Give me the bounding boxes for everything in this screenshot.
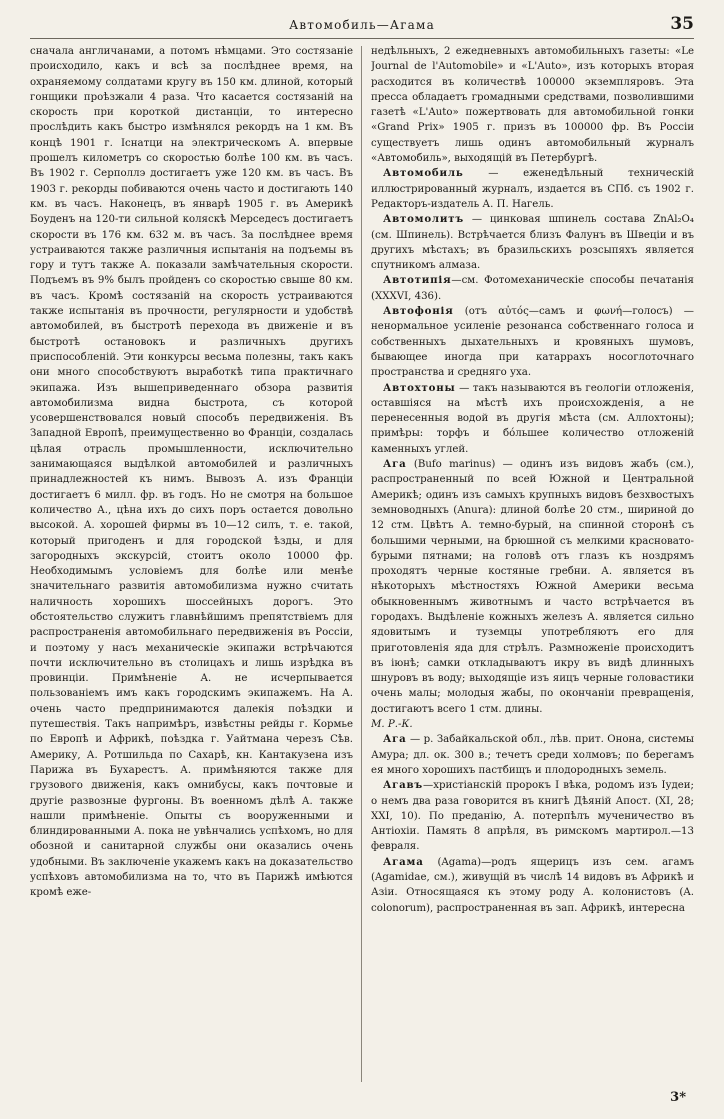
author-signature-row bbox=[371, 717, 694, 732]
headword: Автохтоны bbox=[383, 381, 456, 394]
entry-aga-toad bbox=[371, 457, 694, 717]
article-automobile-continuation-2: недѣльныхъ, 2 ежедневныхъ автомобильныхъ газеты: «Le Journal de l'Automobile» и «L'Auto», изъ которыхъ вторая расходится въ количествѣ 100000 экземпляровъ. Эта пресса обладаетъ громадными средствами, позволившими газетѣ «L'Auto» пожертвовать для автомобильной гонки «Grand Prix» 1905 г. призъ въ 100000 фр. Въ Россіи существуетъ лишь одинъ автомобильный журналъ «Автомобиль», выходящій въ Петербургѣ. bbox=[371, 46, 694, 165]
entry-body: — цинковая шпинель состава ZnAl₂O₄ (см. Шпинель). Встрѣчается близъ Фалунъ въ Швеціи и въ другихъ мѣстахъ; въ бразильскихъ розсыпяхъ является спутникомъ алмаза. bbox=[371, 214, 694, 272]
article-automobile-continuation: сначала англичанами, а потомъ нѣмцами. Это состязаніе происходило, какъ и всѣ за послѣднее время, на охраняемому солдатами кругу въ 150 км. длиной, который гонщики проѣзжали 4 раза. Что касается состязаній на скорость при короткой дистанціи, то интересно прослѣдить какъ быстро измѣнялся рекордъ на 1 км. Въ концѣ 1901 г. Існатци на электрическомъ А. впервые прошелъ километръ со скоростью болѣе 100 км. въ часъ. Въ 1902 г. Серполлэ достигаетъ уже 120 км. въ часъ. Въ 1903 г. рекорды побиваются очень часто и достигають 140 км. въ часъ. Наконецъ, въ январѣ 1905 г. въ Америкѣ Боуденъ на 120-ти сильной коляскѣ Мерседесъ достигаетъ скорости въ 176 км. 632 м. въ часъ. За послѣднее время устраиваются также различныя испытанія на подъемы въ гору и тутъ также А. показали замѣчательныя скорости. Подъемъ въ 9% былъ пройденъ со скоростью свыше 80 км. въ часъ. Кромѣ состязаній на скорость устраиваются также испытанія въ прочности, регулярности и удобствѣ автомобилей, въ быстротѣ перехода въ движеніе и въ быстротѣ остановокъ и различныхъ другихъ приспособленій. Эти конкурсы весьма полезны, такъ какъ они много способствуютъ выработкѣ типа практичнаго экипажа. Изъ вышеприведеннаго обзора развитія автомобилизма видна быстрота, съ которой усовершенствовался новый способъ передвиженія. Въ Западной Европѣ, преимущественно во Франціи, создалась цѣлая отрасль промышленности, исключительно занимающаяся выдѣлкой автомобилей и различныхъ принадлежностей къ нимъ. Вывозъ А. изъ Франціи достигаетъ 6 милл. фр. въ годъ. Но не смотря на большое количество А., цѣна ихъ до сихъ поръ остается довольно высокой. А. хорошей фирмы въ 10—12 силъ, т. е. такой, который пригоденъ и для городской ѣзды, и для загородныхъ экскурсій, стоитъ около 10000 фр. Необходимымъ условіемъ для болѣе или менѣе значительнаго развитія автомобилизма нужно считать наличность хорошихъ шоссейныхъ дорогъ. Это обстоятельство служитъ главнѣйшимъ препятствіемъ для распространенія автомобильнаго передвиженія въ Россіи, и поэтому у насъ механическіе экипажи встрѣчаются почти исключительно въ столицахъ и лишь изрѣдка въ провинціи. Примѣненіе А. не исчерпывается пользованіемъ имъ какъ городскимъ экипажемъ. На А. очень часто предпринимаются далекія поѣздки и путешествія. Такъ напримѣръ, извѣстны рейды г. Кормье по Европѣ и Африкѣ, поѣздка г. Уайтмана черезъ Сѣв. Америку, А. Ротшильда по Сахарѣ, кн. Кантакузена изъ Парижа въ Бухарестъ. А. примѣняются также для грузового движенія, какъ омнибусы, какъ почтовые и другіе развозные фургоны. Въ военномъ дѣлѣ А. также нашли примѣненіе. Опыты съ вооруженными и блиндированными А. пока не увѣнчались успѣхомъ, но для обозной и санитарной службы они оказались очень удобными. Въ заключеніе укажемъ какъ на доказательство успѣховъ автомобилизма на то, что въ Парижѣ имѣются кромѣ еже- bbox=[30, 46, 353, 899]
headword: Автофонія bbox=[383, 305, 454, 318]
page-number: 35 bbox=[670, 14, 694, 34]
headword: Автомолитъ bbox=[383, 213, 464, 226]
entry-avtokhtony bbox=[371, 381, 694, 457]
running-head bbox=[30, 14, 694, 39]
headword: Автомобиль bbox=[383, 167, 464, 180]
entry-agav bbox=[371, 778, 694, 854]
entry-body: — еженедѣльный техническій иллюстрированный журналъ, издается въ СПб. съ 1902 г. Редакторъ-издатель А. П. Нагель. bbox=[371, 168, 694, 210]
entry-agama bbox=[371, 855, 694, 916]
entry-body: — такъ называются въ геологіи отложенія, оставшіяся на мѣстѣ ихъ происхожденія, а не перенесенныя водой въ другія мѣста (см. Аллохтоны); примѣры: торфъ и бóльшее количество отложеній каменныхъ углей. bbox=[371, 382, 694, 455]
entry-avtomobil-journal bbox=[371, 166, 694, 212]
headword: Ага bbox=[383, 458, 407, 471]
entry-avtotipiya bbox=[371, 273, 694, 304]
running-title: Автомобиль—Агама bbox=[289, 18, 435, 32]
text-columns bbox=[30, 44, 694, 1084]
author-signature: М. Р.-К. bbox=[371, 719, 413, 731]
entry-aga-river bbox=[371, 732, 694, 778]
right-column bbox=[371, 44, 694, 1084]
entry-body: — р. Забайкальской обл., лѣв. прит. Онона, системы Амура; дл. ок. 300 в.; течетъ среди холмовъ; по берегамъ ея много хорошихъ пастбищъ и плодородныхъ земель. bbox=[371, 734, 694, 776]
entry-avtomolit bbox=[371, 212, 694, 273]
headword: Агама bbox=[383, 855, 424, 868]
left-column bbox=[30, 44, 353, 1084]
headword: Агавъ bbox=[383, 779, 424, 792]
entry-avtofoniya bbox=[371, 304, 694, 380]
printer-signature-mark: 3* bbox=[670, 1090, 686, 1105]
entry-body: —христіанскій пророкъ I вѣка, родомъ изъ Іудеи; о немъ два раза говорится въ книгѣ Дѣяній Апост. (XI, 28; XXI, 10). По преданію, А. потерпѣлъ мученичество въ Антіохіи. Память 8 апрѣля, въ римскомъ мартирол.—13 февраля. bbox=[371, 780, 694, 853]
entry-body: (Bufo marinus) — одинъ изъ видовъ жабъ (см.), распространенный по всей Южной и Центральной Америкѣ; одинъ изъ самыхъ крупныхъ видовъ безхвостыхъ земноводныхъ (Anura): длиной болѣе 20 стм., шириной до 12 стм. Цвѣтъ А. темно-бурый, на спинной сторонѣ съ большими черными, на брюшной съ мелкими красновато-бурыми пятнами; на головѣ отъ глазъ къ ноздрямъ проходятъ черные костяные гребни. А. является въ нѣкоторыхъ мѣстностяхъ Южной Америки весьма обыкновеннымъ животнымъ и часто встрѣчается въ городахъ. Выдѣленіе кожныхъ железъ А. является сильно ядовитымъ и туземцы употребляютъ его для приготовленія яда для стрѣлъ. Размноженіе происходитъ въ іюнѣ; самки откладываютъ икру въ видѣ длинныхъ шнуровъ въ воду; выходящіе изъ яицъ черные головастики очень малы; молодыя жабы, по окончаніи превращенія, достигаютъ всего 1 стм. длины. bbox=[371, 459, 694, 715]
entry-body: —см. Фотомеханическіе способы печатанія (XXXVI, 436). bbox=[371, 275, 694, 302]
entry-body: (отъ αὐτός—самъ и φωνή—голосъ) — ненормальное усиленіе резонанса собственнаго голоса и собственныхъ дыхательныхъ и кровяныхъ шумовъ, бывающее иногда при катаррахъ носоглоточнаго пространства и средняго уха. bbox=[371, 306, 694, 379]
entry-body: (Agama)—родъ ящерицъ изъ сем. агамъ (Agamidae, см.), живущій въ числѣ 14 видовъ въ Африкѣ и Азіи. Относящаяся къ этому роду А. колонистовъ (A. colonorum), распространенная въ зап. Африкѣ, интересна bbox=[371, 856, 694, 914]
headword: Ага bbox=[383, 733, 407, 746]
headword: Автотипія bbox=[383, 274, 452, 287]
